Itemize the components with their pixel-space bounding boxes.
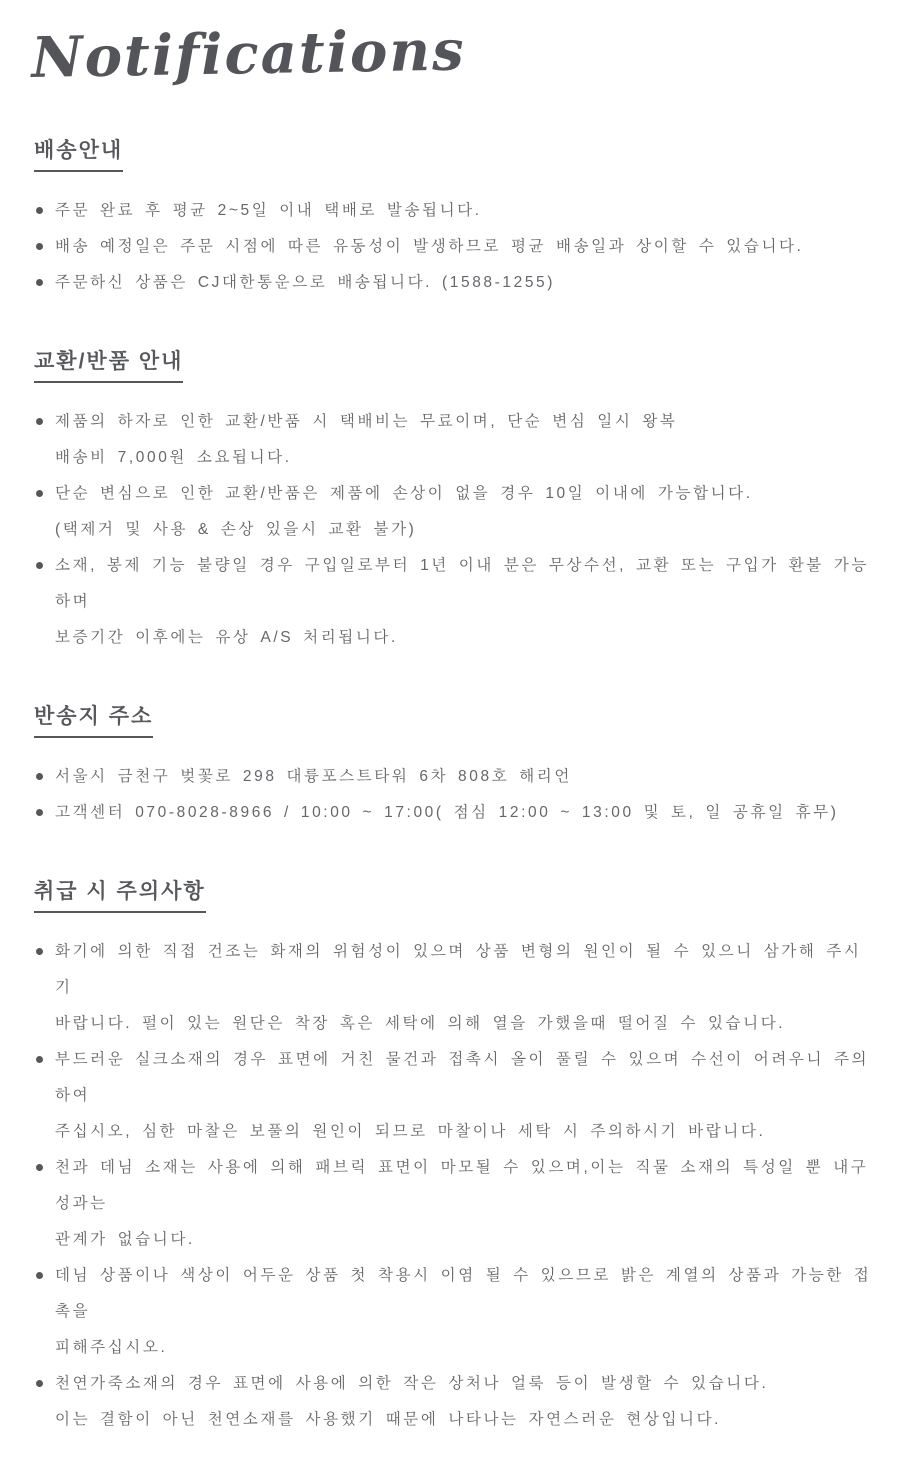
list-item (34, 229, 872, 265)
list-item-text: 이는 결함이 아닌 천연소재를 사용했기 때문에 나타나는 자연스러운 현상입니다. (55, 1411, 722, 1429)
bullet-dot (36, 1272, 43, 1279)
bullet-dot (36, 562, 43, 569)
section-exchange-return (34, 345, 872, 656)
list-item (34, 404, 872, 476)
section-handling-precautions-heading: 취급 시 주의사항 (34, 875, 206, 913)
list-item-text: 주십시오, 심한 마찰은 보풀의 원인이 되므로 마찰이나 세탁 시 주의하시기 바랍니다. (55, 1123, 766, 1141)
list-item (34, 265, 872, 301)
list-item (34, 193, 872, 229)
list-item-text: 피해주십시오. (55, 1339, 168, 1357)
list-item (34, 1258, 872, 1366)
bullet-dot (36, 1164, 43, 1171)
bullet-dot (36, 243, 43, 250)
bullet-dot (36, 207, 43, 214)
bullet-dot (36, 948, 43, 955)
section-return-address-heading: 반송지 주소 (34, 700, 153, 738)
list-item (34, 1366, 872, 1438)
list-item-text: 주문하신 상품은 CJ대한통운으로 배송됩니다. (1588-1255) (55, 274, 556, 292)
list-item-text: 데님 상품이나 색상이 어두운 상품 첫 착용시 이염 될 수 있으므로 밝은 계열의 상품과 가능한 접촉을 (55, 1267, 872, 1321)
bullet-dot (36, 773, 43, 780)
section-delivery (34, 134, 872, 301)
return-address-text: 서울시 금천구 벚꽃로 298 대륭포스트타워 6차 808호 해리언 (55, 768, 572, 786)
list-item-text: 관계가 없습니다. (55, 1231, 195, 1249)
bullet-dot (36, 809, 43, 816)
list-item-text: 제품의 하자로 인한 교환/반품 시 택배비는 무료이며, 단순 변심 일시 왕복 (55, 413, 678, 431)
list-item-text: 배송비 7,000원 소요됩니다. (55, 449, 292, 467)
list-item-text: 배송 예정일은 주문 시점에 따른 유동성이 발생하므로 평균 배송일과 상이할 수 있습니다. (55, 238, 804, 256)
bullet-dot (36, 1380, 43, 1387)
bullet-dot (36, 490, 43, 497)
list-item-text: 바랍니다. 펄이 있는 원단은 착장 혹은 세탁에 의해 열을 가했을때 떨어질 수 있습니다. (55, 1015, 786, 1033)
section-return-address (34, 700, 872, 831)
list-item (34, 548, 872, 656)
section-delivery-heading: 배송안내 (34, 134, 123, 172)
list-item-text: 보증기간 이후에는 유상 A/S 처리됩니다. (55, 629, 398, 647)
list-item-text: 천과 데님 소재는 사용에 의해 패브릭 표면이 마모될 수 있으며,이는 직물 소재의 특성일 뿐 내구성과는 (55, 1159, 869, 1213)
list-item (34, 476, 872, 548)
bullet-dot (36, 1056, 43, 1063)
list-item-text: 단순 변심으로 인한 교환/반품은 제품에 손상이 없을 경우 10일 이내에 가능합니다. (55, 485, 753, 503)
list-item-text: (택제거 및 사용 & 손상 있을시 교환 불가) (55, 521, 417, 539)
list-item (34, 795, 872, 831)
list-item (34, 934, 872, 1042)
section-exchange-return-heading: 교환/반품 안내 (34, 345, 183, 383)
list-item (34, 1042, 872, 1150)
list-item-text: 주문 완료 후 평균 2~5일 이내 택배로 발송됩니다. (55, 202, 482, 220)
page-title: Notifications (30, 17, 467, 91)
section-handling-precautions (34, 875, 872, 1438)
list-item-text: 부드러운 실크소재의 경우 표면에 거친 물건과 접촉시 올이 풀릴 수 있으며 수선이 어려우니 주의하여 (55, 1051, 870, 1105)
bullet-dot (36, 418, 43, 425)
list-item (34, 1150, 872, 1258)
list-item-text: 천연가죽소재의 경우 표면에 사용에 의한 작은 상처나 얼룩 등이 발생할 수 있습니다. (55, 1375, 769, 1393)
customer-center-text: 고객센터 070-8028-8966 / 10:00 ~ 17:00( 점심 12:00 ~ 13:00 및 토, 일 공휴일 휴무) (55, 804, 839, 822)
bullet-dot (36, 279, 43, 286)
list-item-text: 소재, 봉제 기능 불량일 경우 구입일로부터 1년 이내 분은 무상수선, 교환 또는 구입가 환불 가능하며 (55, 557, 869, 611)
list-item (34, 759, 872, 795)
list-item-text: 화기에 의한 직접 건조는 화재의 위험성이 있으며 상품 변형의 원인이 될 수 있으니 삼가해 주시기 (55, 943, 862, 997)
